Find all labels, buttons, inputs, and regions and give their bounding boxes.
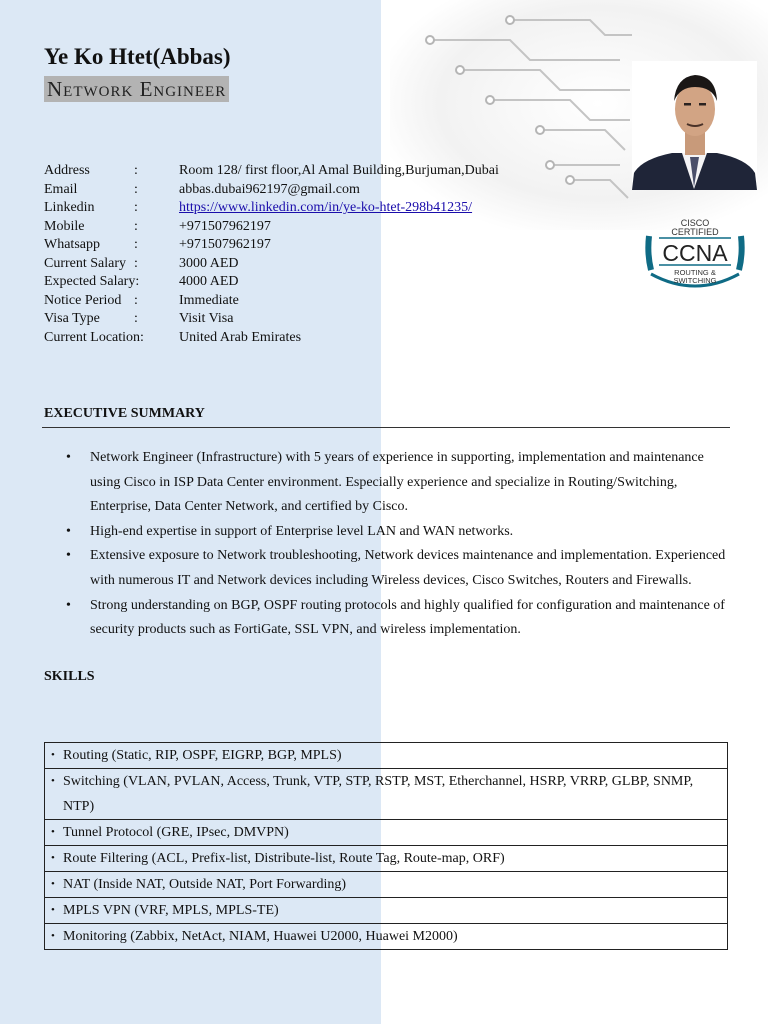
summary-item: • Network Engineer (Infrastructure) with 5 years of experience in supporting, implementation and maintenance using Cisco in ISP Data Center environment. Especially experience and specialize in Routing/Switching, Enterprise, Data Center Network, and certified by Cisco. bbox=[66, 446, 726, 520]
skill-item: • Tunnel Protocol (GRE, IPsec, DMVPN) bbox=[45, 820, 728, 846]
badge-line-5: SWITCHING bbox=[673, 276, 717, 285]
contact-label: Linkedin bbox=[44, 200, 95, 215]
contact-colon: : bbox=[134, 255, 138, 271]
contact-label: Visa Type bbox=[44, 311, 100, 326]
contact-value: Immediate bbox=[179, 292, 239, 308]
contact-label: Address bbox=[44, 163, 90, 178]
contact-label: Email bbox=[44, 181, 78, 197]
table-row bbox=[45, 769, 728, 820]
contact-colon: : bbox=[134, 237, 138, 252]
contact-label: Whatsapp bbox=[44, 237, 100, 252]
contact-colon: : bbox=[134, 218, 138, 234]
summary-item: • Extensive exposure to Network troubleshooting, Network devices maintenance and implementation. Experienced with numerous IT and Network devices including Wireless devices, Cisco Switches, Routers and Firewalls. bbox=[66, 544, 726, 593]
ccna-certification-badge bbox=[641, 218, 749, 290]
skill-item: • Routing (Static, RIP, OSPF, EIGRP, BGP, MPLS) bbox=[45, 743, 728, 769]
table-row bbox=[45, 820, 728, 846]
executive-summary-heading: EXECUTIVE SUMMARY bbox=[44, 406, 205, 421]
contact-label: Current Salary bbox=[44, 255, 127, 271]
skills-table bbox=[44, 742, 728, 950]
skill-item: • Switching (VLAN, PVLAN, Access, Trunk, VTP, STP, RSTP, MST, Etherchannel, HSRP, VRRP, GLBP, SNMP, NTP) bbox=[45, 769, 728, 820]
candidate-name: Ye Ko Htet(Abbas) bbox=[44, 44, 231, 69]
summary-item: • Strong understanding on BGP, OSPF routing protocols and highly qualified for configuration and maintenance of security products such as FortiGate, SSL VPN, and wireless implementation. bbox=[66, 594, 726, 643]
contact-label: Notice Period bbox=[44, 292, 122, 308]
skill-item: • Monitoring (Zabbix, NetAct, NIAM, Huawei U2000, Huawei M2000) bbox=[45, 924, 728, 950]
table-row bbox=[45, 872, 728, 898]
contact-value: 4000 AED bbox=[179, 274, 239, 289]
badge-line-1: CISCO bbox=[680, 218, 710, 228]
contact-value: United Arab Emirates bbox=[179, 329, 302, 345]
contact-label: Current Location: bbox=[44, 329, 144, 345]
contact-colon: : bbox=[134, 292, 138, 308]
contact-label: Expected Salary: bbox=[44, 274, 140, 289]
skill-item: • NAT (Inside NAT, Outside NAT, Port Forwarding) bbox=[45, 872, 728, 898]
badge-line-3: CCNA bbox=[662, 240, 728, 266]
contact-value: +971507962197 bbox=[179, 218, 271, 234]
skill-item: • Route Filtering (ACL, Prefix-list, Distribute-list, Route Tag, Route-map, ORF) bbox=[45, 846, 728, 872]
table-row bbox=[45, 924, 728, 950]
contact-colon: : bbox=[134, 311, 138, 326]
job-title: Network Engineer bbox=[44, 76, 229, 102]
profile-photo bbox=[632, 61, 757, 190]
contact-value: Visit Visa bbox=[179, 311, 234, 326]
badge-line-4: ROUTING & bbox=[674, 268, 716, 277]
badge-line-2: CERTIFIED bbox=[671, 227, 719, 237]
contact-colon: : bbox=[134, 181, 138, 197]
contact-value: Room 128/ first floor,Al Amal Building,Burjuman,Dubai bbox=[179, 163, 499, 178]
email-value: abbas.dubai962197@gmail.com bbox=[179, 181, 360, 197]
person-portrait-icon bbox=[632, 61, 757, 190]
contact-label: Mobile bbox=[44, 218, 85, 234]
contact-value: 3000 AED bbox=[179, 255, 239, 271]
table-row bbox=[45, 743, 728, 769]
skill-item: • MPLS VPN (VRF, MPLS, MPLS-TE) bbox=[45, 898, 728, 924]
contact-colon: : bbox=[134, 200, 138, 215]
table-row bbox=[45, 898, 728, 924]
skills-heading: SKILLS bbox=[44, 669, 95, 684]
section-divider bbox=[42, 427, 730, 428]
table-row bbox=[45, 846, 728, 872]
executive-summary-list bbox=[66, 446, 726, 643]
contact-value: +971507962197 bbox=[179, 237, 271, 252]
summary-item: • High-end expertise in support of Enterprise level LAN and WAN networks. bbox=[66, 520, 726, 545]
linkedin-link[interactable]: https://www.linkedin.com/in/ye-ko-htet-298b41235/ bbox=[179, 200, 473, 215]
contact-colon: : bbox=[134, 163, 138, 178]
